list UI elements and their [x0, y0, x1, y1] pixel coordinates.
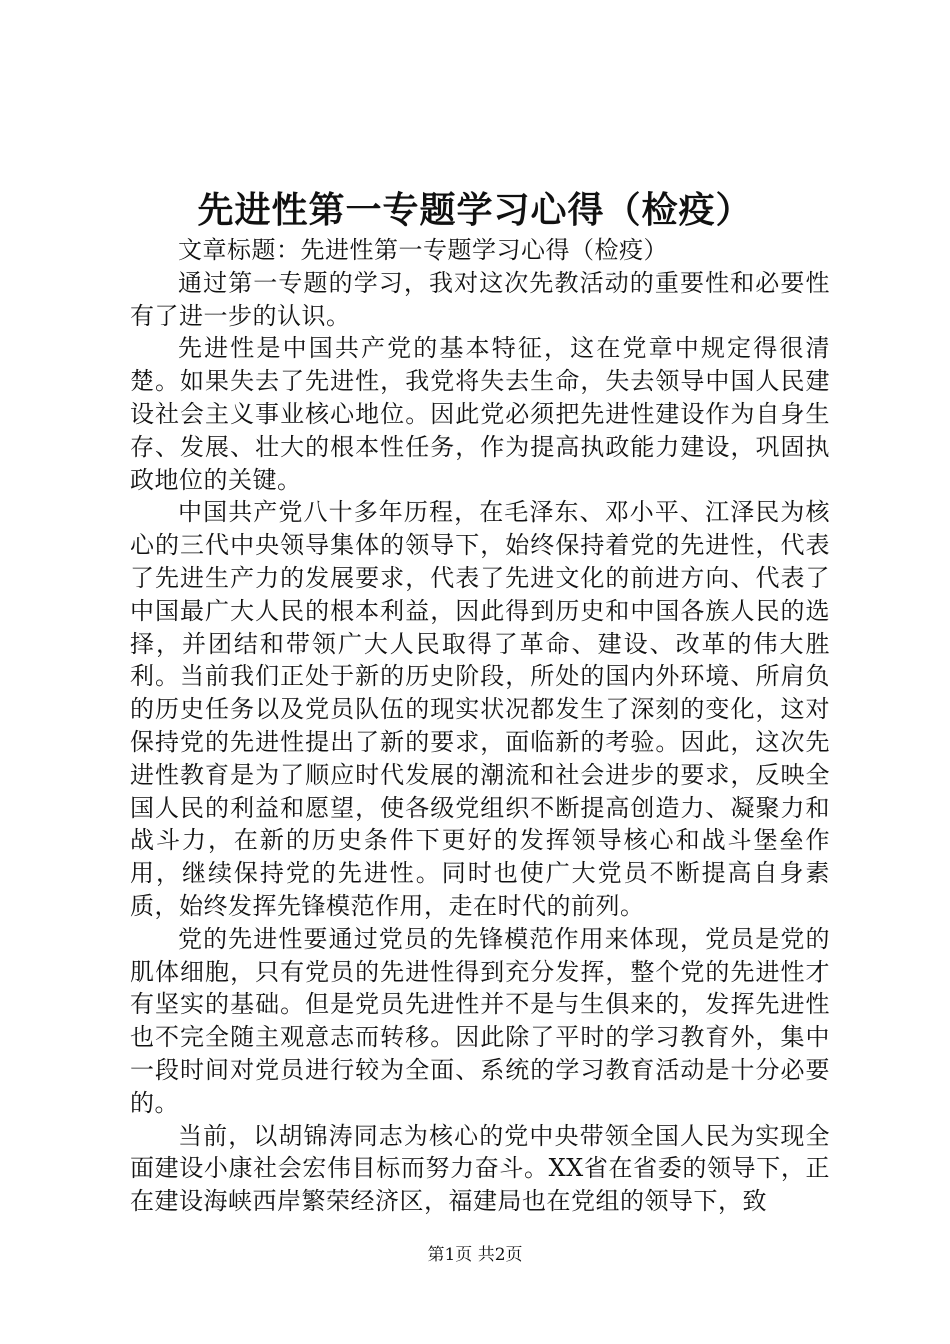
paragraph-article-title: 文章标题：先进性第一专题学习心得（检疫）: [178, 236, 668, 264]
paragraph-3: 中国共产党八十多年历程，在毛泽东、邓小平、江泽民为核心的三代中央领导集体的领导下，始终保持着党的先进性，代表了先进生产力的发展要求，代表了先进文化的前进方向、代表了中国最广大人民的根本利益，因此得到历史和中国各族人民的选择，并团结和带领广大人民取得了革命、建设、改革的伟大胜利。当前我们正处于新的历史阶段，所处的国内外环境、所肩负的历史任务以及党员队伍的现实状况都发生了深刻的变化，这对保持党的先进性提出了新的要求，面临新的考验。因此，这次先进性教育是为了顺应时代发展的潮流和社会进步的要求，反映全国人民的利益和愿望，使各级党组织不断提高创造力、凝聚力和战斗力，在新的历史条件下更好的发挥领导核心和战斗堡垒作用，继续保持党的先进性。同时也使广大党员不断提高自身素质，始终发挥先锋模范作用，走在时代的前列。: [130, 498, 830, 920]
paragraph-5: 当前，以胡锦涛同志为核心的党中央带领全国人民为实现全面建设小康社会宏伟目标而努力奋斗。XX省在省委的领导下，正在建设海峡西岸繁荣经济区，福建局也在党组的领导下，致: [130, 1121, 830, 1216]
document-title: 先进性第一专题学习心得（检疫）: [197, 189, 753, 231]
document-body: [130, 234, 830, 1218]
paragraph-4: 党的先进性要通过党员的先锋模范作用来体现，党员是党的肌体细胞，只有党员的先进性得到充分发挥，整个党的先进性才有坚实的基础。但是党员先进性并不是与生俱来的，发挥先进性也不完全随主观意志而转移。因此除了平时的学习教育外，集中一段时间对党员进行较为全面、系统的学习教育活动是十分必要的。: [130, 924, 830, 1117]
paragraph-2: 先进性是中国共产党的基本特征，这在党章中规定得很清楚。如果失去了先进性，我党将失去生命，失去领导中国人民建设社会主义事业核心地位。因此党必须把先进性建设作为自身生存、发展、壮大的根本性任务，作为提高执政能力建设，巩固执政地位的关键。: [130, 334, 830, 494]
page-footer: 第1页 共2页: [427, 1245, 523, 1265]
paragraph-1: 通过第一专题的学习，我对这次先教活动的重要性和必要性有了进一步的认识。: [130, 268, 830, 330]
